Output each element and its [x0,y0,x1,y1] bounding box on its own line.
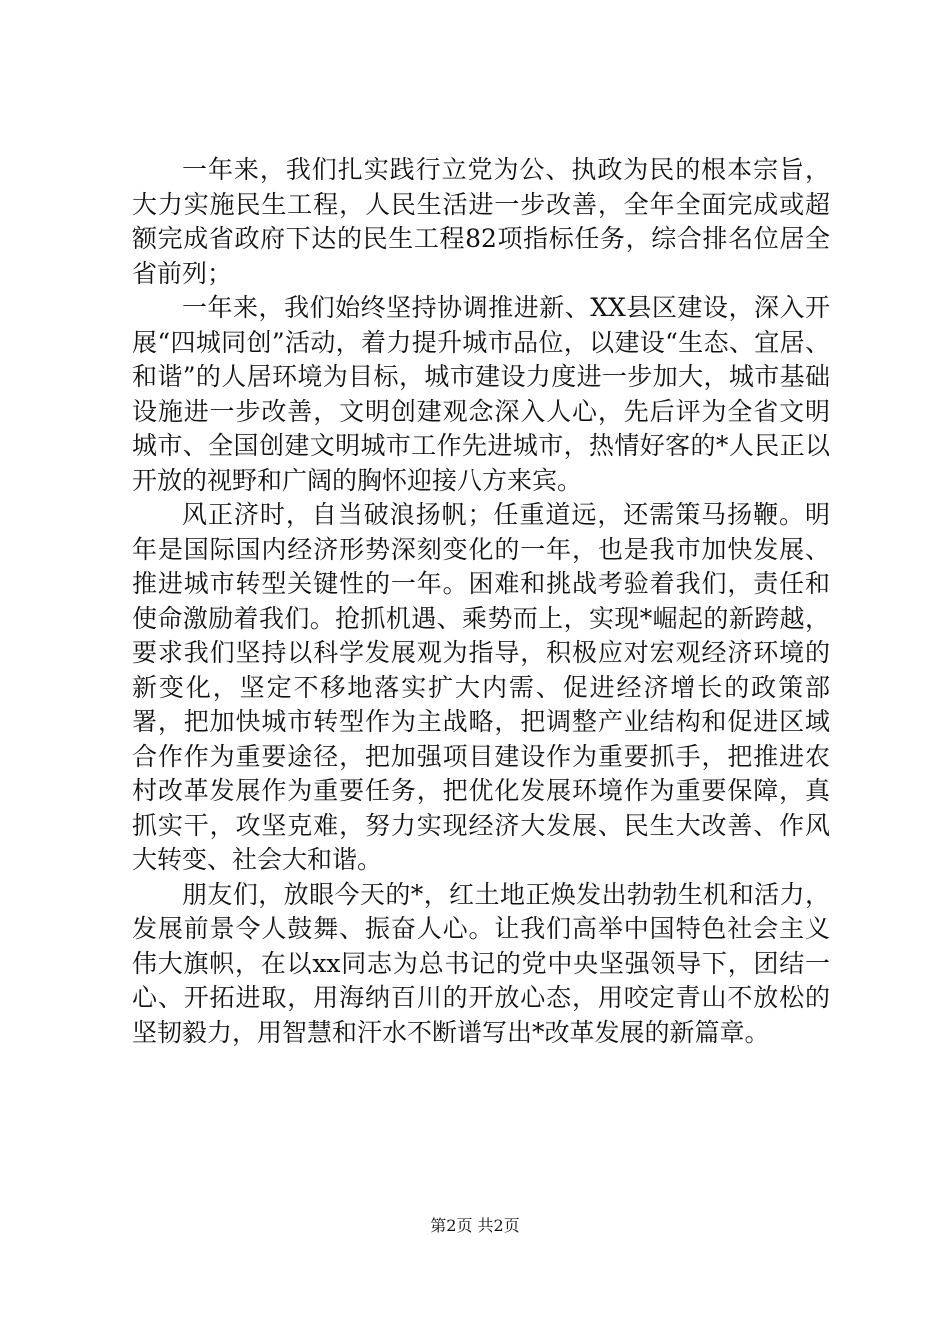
paragraph-1: 一年来，我们扎实践行立党为公、执政为民的根本宗旨，大力实施民生工程，人民生活进一步改善，全年全面完成或超额完成省政府下达的民生工程82项指标任务，综合排名位居全省前列； [132,155,830,288]
document-body [132,153,830,1050]
paragraph-4: 朋友们，放眼今天的*，红土地正焕发出勃勃生机和活力，发展前景令人鼓舞、振奋人心。让我们高举中国特色社会主义伟大旗帜，在以xx同志为总书记的党中央坚强领导下，团结一心、开拓进取，用海纳百川的开放心态，用咬定青山不放松的坚韧毅力，用智慧和汗水不断谱写出*改革发展的新篇章。 [132,879,830,1047]
page-footer [0,1216,950,1236]
page-number-label: 第2页 共2页 [430,1216,520,1235]
paragraph-2: 一年来，我们始终坚持协调推进新、XX县区建设，深入开展“四城同创”活动，着力提升城市品位，以建设“生态、宜居、和谐”的人居环境为目标，城市建设力度进一步加大，城市基础设施进一步改善，文明创建观念深入人心，先后评为全省文明城市、全国创建文明城市工作先进城市，热情好客的*人民正以开放的视野和广阔的胸怀迎接八方来宾。 [132,293,830,495]
paragraph-3: 风正济时，自当破浪扬帆；任重道远，还需策马扬鞭。明年是国际国内经济形势深刻变化的一年，也是我市加快发展、推进城市转型关键性的一年。困难和挑战考验着我们，责任和使命激励着我们。抢抓机遇、乘势而上，实现*崛起的新跨越，要求我们坚持以科学发展观为指导，积极应对宏观经济环境的新变化，坚定不移地落实扩大内需、促进经济增长的政策部署，把加快城市转型作为主战略，把调整产业结构和促进区域合作作为重要途径，把加强项目建设作为重要抓手，把推进农村改革发展作为重要任务，把优化发展环境作为重要保障，真抓实干，攻坚克难，努力实现经济大发展、民生大改善、作风大转变、社会大和谐。 [132,500,830,874]
